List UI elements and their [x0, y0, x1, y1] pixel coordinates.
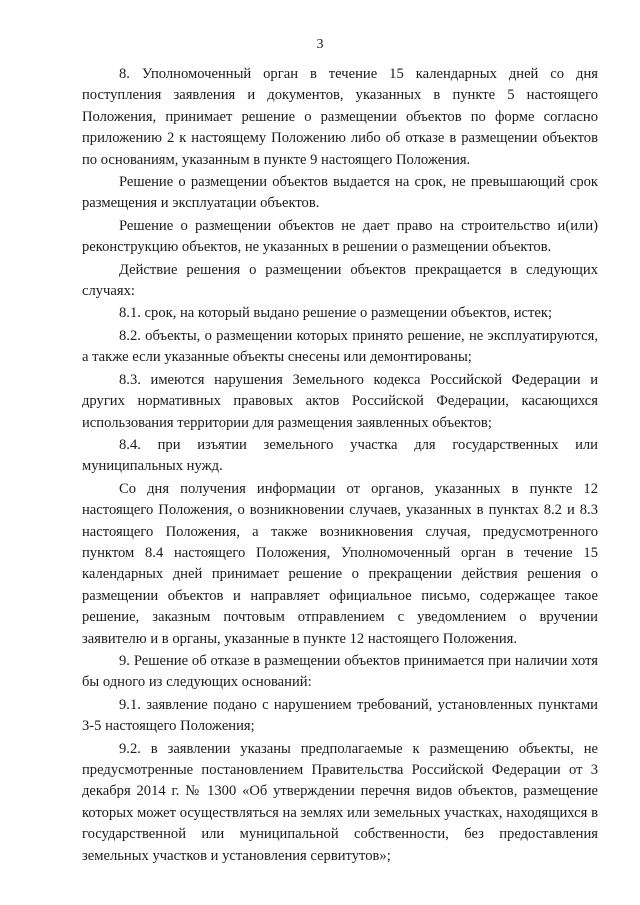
paragraph-decision-rights: Решение о размещении объектов не дает право на строительство и(или) реконструкцию объектов, не указанных в решении о размещении объектов. — [82, 217, 598, 256]
paragraph-8-2: 8.2. объекты, о размещении которых принято решение, не эксплуатируются, а также если указанные объекты снесены или демонтированы; — [82, 327, 598, 366]
paragraph-8-3: 8.3. имеются нарушения Земельного кодекса Российской Федерации и других нормативных правовых актов Российской Федерации, касающихся использования территории для размещения заявленных объектов; — [82, 371, 598, 431]
paragraph-termination-cases: Действие решения о размещении объектов прекращается в следующих случаях: — [82, 261, 598, 300]
paragraph-decision-term: Решение о размещении объектов выдается на срок, не превышающий срок размещения и эксплуатации объектов. — [82, 174, 598, 212]
paragraph-9-1: 9.1. заявление подано с нарушением требований, установленных пунктами 3-5 настоящего Положения; — [82, 696, 598, 735]
paragraph-8-1: 8.1. срок, на который выдано решение о размещении объектов, истек; — [119, 305, 553, 322]
paragraph-8-4: 8.4. при изъятии земельного участка для государственных или муниципальных нужд. — [82, 436, 598, 475]
paragraph-9: 9. Решение об отказе в размещении объектов принимается при наличии хотя бы одного из следующих оснований: — [82, 652, 598, 691]
paragraph-9-2: 9.2. в заявлении указаны предполагаемые к размещению объекты, не предусмотренные постановлением Правительства Российской Федерации от 3 декабря 2014 г. № 1300 «Об утверждении перечня видов объектов, размещение которых может осуществляться на землях или земельных участках, находящихся в государственной или муниципальной собственности, без предоставления земельных участков и установления сервитутов»; — [82, 740, 598, 864]
paragraph-termination-procedure: Со дня получения информации от органов, указанных в пункте 12 настоящего Положения, о возникновении случаев, указанных в пунктах 8.2 и 8.3 настоящего Положения, а также возникновения случая, предусмотренного пунктом 8.4 настоящего Положения, Уполномоченный орган в течение 15 календарных дней принимает решение о прекращении действия решения о размещении объектов и направляет официальное письмо, содержащее такое решение, заказным почтовым отправлением с уведомлением о вручении заявителю и в органы, указанные в пункте 12 настоящего Положения. — [82, 480, 598, 647]
page-number: 3 — [316, 37, 324, 52]
paragraph-8: 8. Уполномоченный орган в течение 15 календарных дней со дня поступления заявления и документов, указанных в пункте 5 настоящего Положения, принимает решение о размещении объектов по форме согласно приложению 2 к настоящему Положению либо об отказе в размещении объектов по основаниям, указанным в пункте 9 настоящего Положения. — [82, 66, 598, 168]
document-body — [82, 64, 598, 868]
